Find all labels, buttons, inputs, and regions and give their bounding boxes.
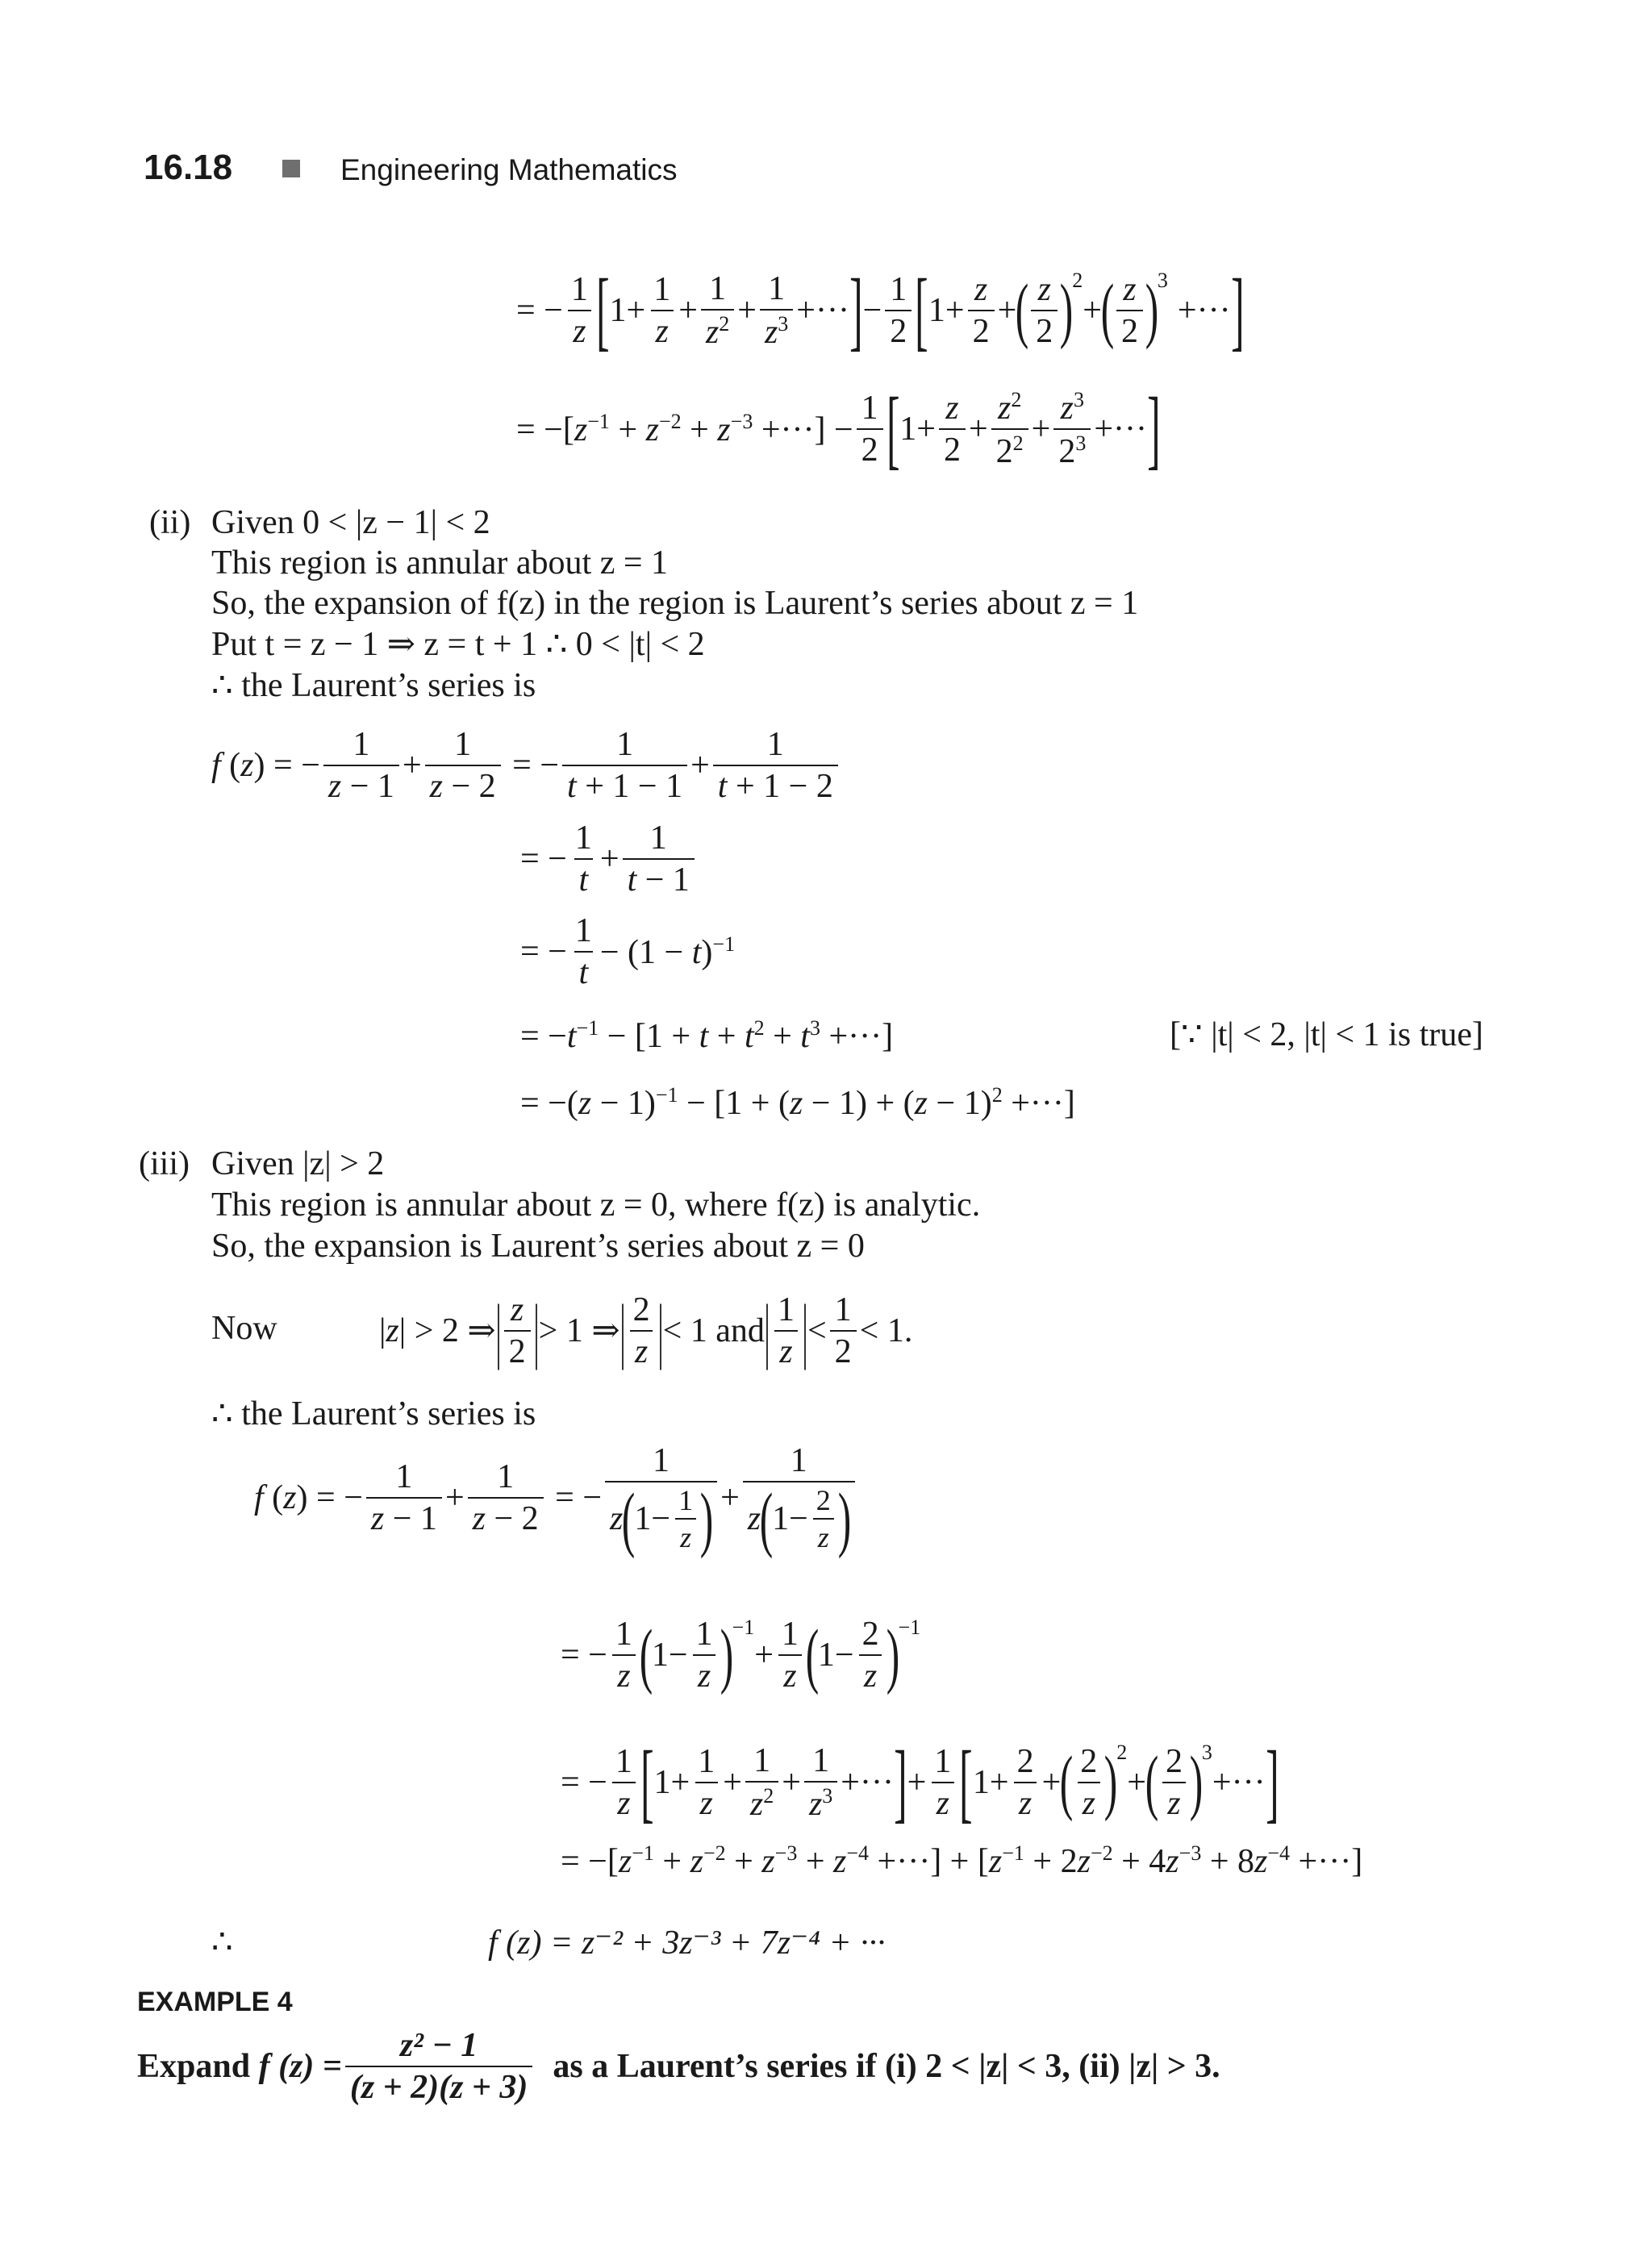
part-ii-given: Given 0 < |z − 1| < 2 — [211, 504, 490, 541]
part-ii-region: This region is annular about z = 1 — [211, 544, 669, 582]
therefore-symbol: ∴ — [211, 1924, 233, 1961]
part-ii-substitution: Put t = z − 1 ⇒ z = t + 1 ∴ 0 < |t| < 2 — [211, 626, 705, 663]
equation-part-i-line-2: = $-[z^{-1} + z^{-2} + z^{-3}$ +···] − $\frac{1}{2}$ [ 1+ $\frac{z}{2}$ + $\frac{z^2}{2^2}$ + $\frac{z^3}{2^3}$ +··· ] — [516, 379, 1161, 477]
example-denominator: (z + 2)(z + 3) — [345, 2066, 533, 2104]
example-condition: as a Laurent’s series if (i) 2 < |z| < 3, (ii) |z| > 3. — [553, 2048, 1220, 2085]
part-iii-series-intro: ∴ the Laurent’s series is — [211, 1395, 536, 1432]
book-title: Engineering Mathematics — [340, 153, 678, 186]
part-ii-series-intro: ∴ the Laurent’s series is — [211, 667, 536, 704]
part-iii-label: (iii) — [139, 1145, 190, 1182]
equation-part-iii-inequality: |z| > 2 ⇒ | $\frac{z}{2}$ | > 1 ⇒ | $\frac{2}{z}$ | < 1 and | $\frac{1}{z}$ | < $\frac{1}{2}$ < 1. — [379, 1291, 913, 1370]
fz-label: f (z) = — [258, 2048, 342, 2085]
equation-part-iii-line-3: = − $\frac{1}{z}$ [ 1+ $\frac{1}{z}$ + $\frac{1}{z^2}$ + $\frac{1}{z^3}$ +··· ] + $\frac{1}{z}$ [ 1+ $\frac{2}{z}$ + ( $\frac{2}{z}$ ) 2 + ( $\frac{2}{z}$ ) 3 +··· ] — [561, 1733, 1279, 1831]
equation-part-ii-line-4: = $-t^{-1} - [1 + t + t^2 + t^3$ +···] — [520, 1016, 894, 1055]
equation-part-ii-line-2: = − $\frac{1}{t}$ + $\frac{1}{t - 1}$ — [520, 821, 698, 897]
part-ii-note: [∵ |t| < 2, |t| < 1 is true] — [1170, 1016, 1483, 1053]
example-statement — [137, 2029, 1220, 2104]
equation-part-iii-line-4: = $-[z^{-1} + z^{-2} + z^{-3} + z^{-4}$ +···] + [$z^{-1} + 2z^{-2} + 4z^{-3} + 8z^{-4}$ +···] — [561, 1841, 1363, 1880]
equation-part-iii-line-2: = − $\frac{1}{z}$ ( 1− $\frac{1}{z}$ ) −1 + $\frac{1}{z}$ ( 1− $\frac{2}{z}$ ) −1 — [561, 1615, 921, 1695]
equation-part-i-line-1: = − $\frac{1}{z}$ [ 1+ $\frac{1}{z}$ + $\frac{1}{z^2}$ + $\frac{1}{z^3}$ +··· ] − $\frac{1}{2}$ [ 1+ $\frac{z}{2}$ + ( $\frac{z}{2}$ ) 2 + ( $\frac{z}{2}$ ) 3 +··· ] — [516, 261, 1245, 359]
part-iii-region: This region is annular about z = 0, where f(z) is analytic. — [211, 1186, 981, 1224]
expand-label: Expand — [137, 2048, 251, 2085]
part-iii-given: Given |z| > 2 — [211, 1145, 385, 1182]
part-ii-label: (ii) — [149, 504, 191, 541]
equation-part-ii-line-5: = $-(z - 1)^{-1} - [1 + (z - 1) + (z - 1)^2$ +···] — [520, 1083, 1075, 1122]
page-number: 16.18 — [144, 148, 233, 187]
example-heading: EXAMPLE 4 — [137, 1987, 293, 2017]
square-bullet-icon — [282, 160, 300, 181]
part-ii-expansion: So, the expansion of f(z) in the region is Laurent’s series about z = 1 — [211, 585, 1139, 622]
example-numerator: z² − 1 — [399, 2027, 478, 2064]
equation-part-ii-line-3: = − $\frac{1}{t}$ − $(1 - t)^{-1}$ — [520, 912, 736, 991]
equation-part-ii-line-1: f (z) = − $\frac{1}{z - 1}$ + $\frac{1}{z - 2}$ = − $\frac{1}{t + 1 - 1}$ + $\frac{1}{t + 1 - 2}$ — [211, 728, 841, 803]
equation-part-iii-line-1: f (z) = − $\frac{1}{z - 1}$ + $\frac{1}{z - 2}$ = − 1 z ( 1− $\frac{1}{z}$ ) + 1 z ( 1− $\frac{2}{z}$ ) — [254, 1444, 858, 1552]
final-result: f (z) = z⁻² + 3z⁻³ + 7z⁻⁴ + ··· — [488, 1924, 886, 1962]
now-label: Now — [211, 1310, 277, 1347]
part-iii-expansion: So, the expansion is Laurent’s series about z = 0 — [211, 1228, 865, 1265]
